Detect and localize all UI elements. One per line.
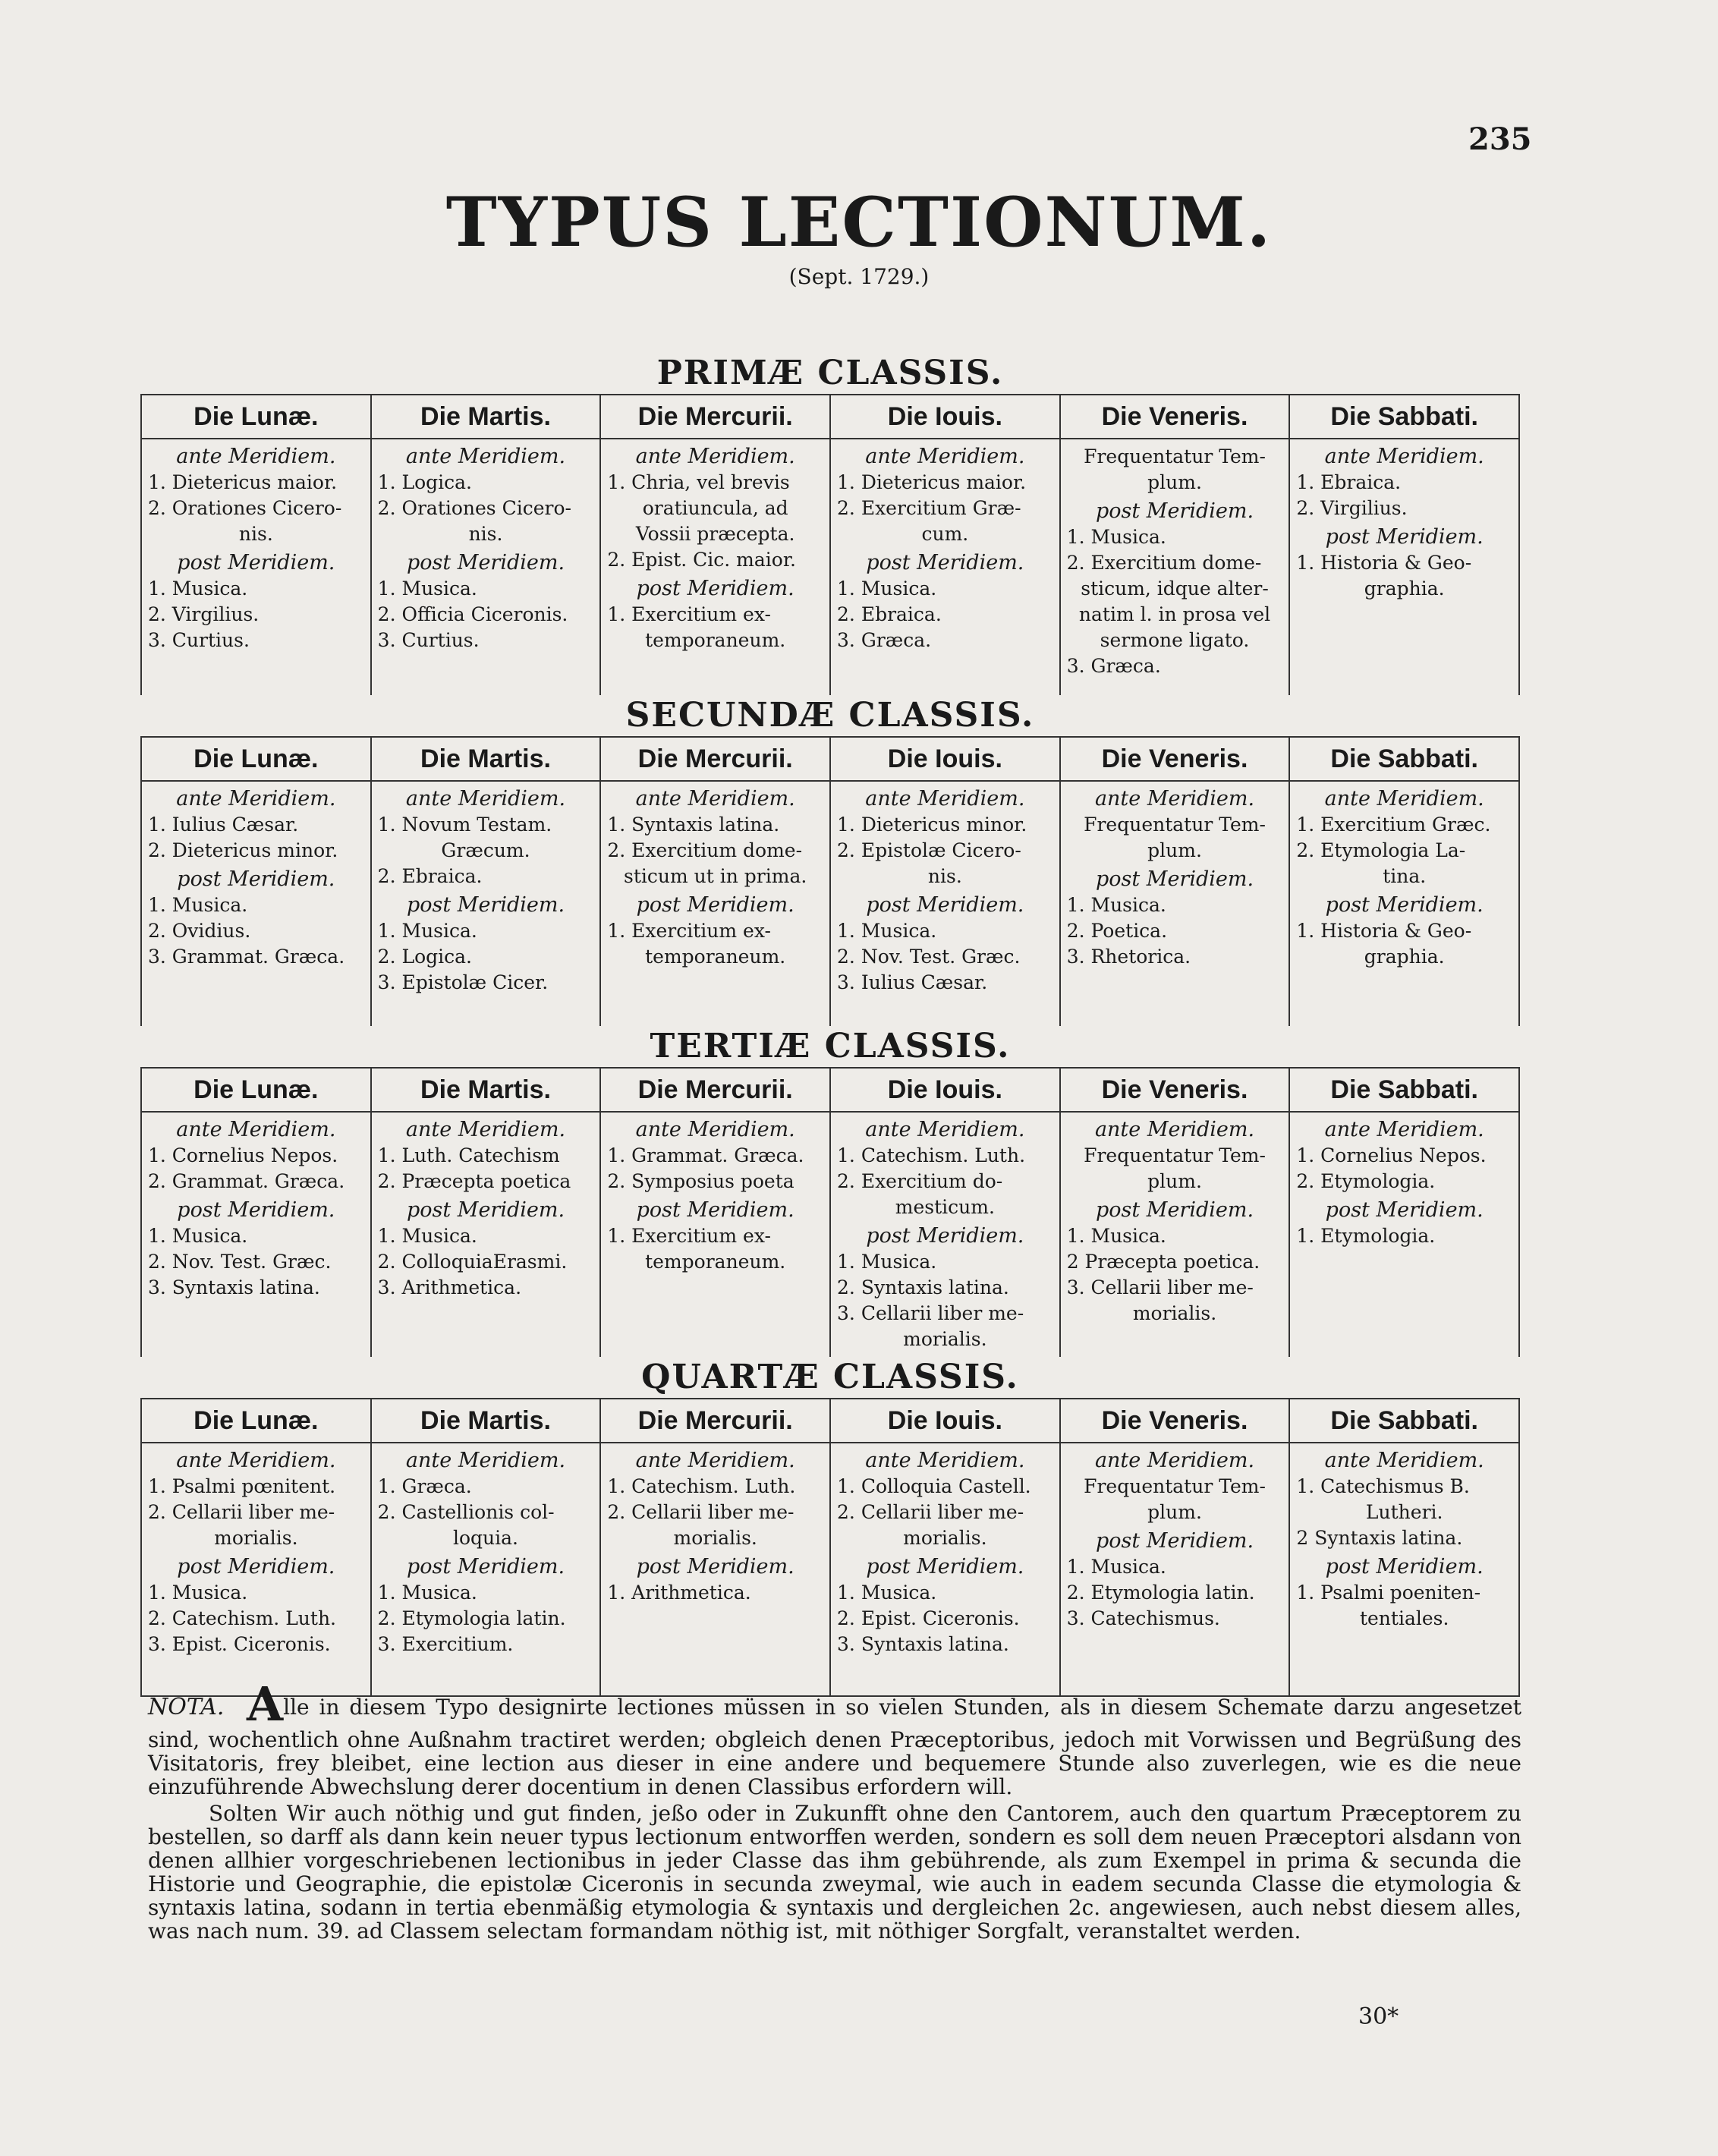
lesson-entry: 1. Cornelius Nepos. (1296, 1144, 1487, 1166)
day-name: Die Martis. (372, 1069, 600, 1113)
period-label: ante Meridiem. (1094, 1118, 1255, 1141)
day-column (1061, 395, 1291, 695)
lesson-entry: 2 Syntaxis latina. (1296, 1527, 1463, 1549)
period-label: post Meridiem. (406, 551, 565, 574)
lesson-entry: Frequentatur Tem- (1084, 814, 1266, 836)
class-heading: SECUNDÆ CLASSIS. (625, 696, 1035, 735)
lesson-entry: temporaneum. (645, 629, 786, 651)
lesson-entry: 1. Ebraica. (1296, 471, 1402, 493)
lesson-entry: 1. Musica. (377, 920, 477, 942)
period-label: post Meridiem. (177, 1555, 335, 1578)
lesson-entry: morialis. (214, 1527, 298, 1549)
class-table (140, 736, 1520, 1026)
lesson-entry: 3. Epist. Ciceronis. (148, 1633, 331, 1655)
lesson-entry: 2. Exercitium dome- (1066, 552, 1262, 574)
lesson-entry: 3. Grammat. Græca. (148, 946, 345, 968)
day-column (1290, 395, 1518, 695)
day-name: Die Iouis. (831, 395, 1059, 439)
lesson-entry: tina. (1383, 865, 1427, 887)
day-name: Die Mercurii. (601, 1399, 829, 1443)
lesson-entry: 2. Etymologia latin. (1066, 1582, 1255, 1604)
period-label: post Meridiem. (1325, 1198, 1484, 1222)
day-name: Die Sabbati. (1290, 395, 1518, 439)
period-label: post Meridiem. (866, 893, 1024, 917)
lesson-entry: 2. Epistolæ Cicero- (837, 839, 1021, 861)
day-column (1061, 738, 1291, 1026)
day-column (142, 1399, 372, 1695)
lesson-entry: 1. Grammat. Græca. (607, 1144, 804, 1166)
period-label: ante Meridiem. (635, 1118, 795, 1141)
lesson-entry: 2. ColloquiaErasmi. (377, 1251, 568, 1273)
lesson-entry: 1. Musica. (837, 920, 937, 942)
day-column (831, 738, 1061, 1026)
lesson-entry: 2. Exercitium dome- (607, 839, 803, 861)
lesson-entry: plum. (1147, 839, 1202, 861)
lesson-entry: 1. Syntaxis latina. (607, 814, 780, 836)
class-block (140, 353, 1520, 695)
period-label: post Meridiem. (406, 1198, 565, 1222)
lesson-entry: 2. Officia Ciceronis. (377, 603, 568, 625)
lesson-entry: plum. (1147, 1170, 1202, 1192)
lesson-entry: 1. Historia & Geo- (1296, 552, 1472, 574)
lesson-entry: 1. Græca. (377, 1475, 472, 1497)
day-column (601, 738, 831, 1026)
day-column (1290, 1399, 1518, 1695)
lesson-entry: 2. Orationes Cicero- (377, 497, 571, 519)
period-label: ante Meridiem. (865, 1449, 1025, 1472)
lesson-entry: temporaneum. (645, 1251, 786, 1273)
period-label: ante Meridiem. (1324, 1118, 1484, 1141)
day-column (1061, 1399, 1291, 1695)
lesson-entry: 2. Catechism. Luth. (148, 1607, 336, 1629)
lesson-entry: 1. Musica. (1066, 1556, 1166, 1578)
lesson-entry: temporaneum. (645, 946, 786, 968)
day-column (372, 1399, 602, 1695)
period-label: post Meridiem. (1095, 1198, 1254, 1222)
period-label: post Meridiem. (636, 1555, 794, 1578)
lesson-entry: 2. Poetica. (1066, 920, 1168, 942)
period-label: post Meridiem. (636, 893, 794, 917)
lesson-entry: plum. (1147, 471, 1202, 493)
lesson-entry: 3. Syntaxis latina. (148, 1276, 320, 1298)
day-column (601, 1399, 831, 1695)
lesson-entry: 2. Ebraica. (837, 603, 942, 625)
period-label: ante Meridiem. (176, 787, 336, 810)
lesson-entry: 1. Logica. (377, 471, 472, 493)
lesson-entry: 1. Musica. (837, 1251, 937, 1273)
lesson-entry: Græcum. (441, 839, 530, 861)
period-label: post Meridiem. (1325, 525, 1484, 549)
period-label: post Meridiem. (406, 893, 565, 917)
lesson-entry: nis. (238, 523, 273, 545)
lesson-entry: Frequentatur Tem- (1084, 1475, 1266, 1497)
lesson-entry: Vossii præcepta. (635, 523, 795, 545)
lesson-entry: 2. Exercitium Græ- (837, 497, 1021, 519)
day-name: Die Lunæ. (142, 1069, 370, 1113)
lesson-entry: 2. Cellarii liber me- (837, 1501, 1024, 1523)
lesson-entry: 2. Præcepta poetica (377, 1170, 571, 1192)
class-heading: PRIMÆ CLASSIS. (656, 354, 1004, 392)
lesson-entry: 1. Musica. (148, 578, 248, 600)
lesson-entry: morialis. (673, 1527, 757, 1549)
lesson-entry: sticum ut in prima. (624, 865, 807, 887)
lesson-entry: 3. Curtius. (377, 629, 480, 651)
day-column (1290, 738, 1518, 1026)
lesson-entry: 1. Musica. (837, 578, 937, 600)
day-column (142, 1069, 372, 1357)
lesson-entry: 3. Græca. (837, 629, 932, 651)
lesson-entry: 1. Exercitium ex- (607, 603, 771, 625)
lesson-entry: 1. Exercitium ex- (607, 1225, 771, 1247)
period-label: post Meridiem. (1095, 867, 1254, 891)
lesson-entry: sticum, idque alter- (1081, 578, 1269, 600)
lesson-entry: 1. Catechism. Luth. (607, 1475, 796, 1497)
period-label: post Meridiem. (866, 1224, 1024, 1248)
lesson-entry: 1. Dietericus maior. (837, 471, 1027, 493)
lesson-entry: 2. Dietericus minor. (148, 839, 338, 861)
lesson-entry: nis. (468, 523, 503, 545)
lesson-entry: 1. Novum Testam. (377, 814, 552, 836)
lesson-entry: 2. Syntaxis latina. (837, 1276, 1009, 1298)
lesson-entry: 1. Musica. (377, 578, 477, 600)
lesson-entry: 1. Musica. (1066, 1225, 1166, 1247)
lesson-entry: 1. Psalmi pœnitent. (148, 1475, 336, 1497)
lesson-entry: mesticum. (895, 1196, 995, 1218)
lesson-entry: 3. Iulius Cæsar. (837, 971, 988, 993)
lesson-entry: 2. Grammat. Græca. (148, 1170, 345, 1192)
day-name: Die Mercurii. (601, 738, 829, 782)
lesson-entry: 3. Cellarii liber me- (837, 1302, 1024, 1324)
lesson-entry: 2. Cellarii liber me- (607, 1501, 794, 1523)
period-label: post Meridiem. (177, 1198, 335, 1222)
lesson-entry: 3. Curtius. (148, 629, 250, 651)
class-table (140, 394, 1520, 695)
lesson-entry: 2. Logica. (377, 946, 472, 968)
day-name: Die Iouis. (831, 738, 1059, 782)
lesson-entry: 2. Symposius poeta (607, 1170, 794, 1192)
lesson-entry: 1. Exercitium Græc. (1296, 814, 1491, 836)
day-name: Die Sabbati. (1290, 738, 1518, 782)
class-heading: TERTIÆ CLASSIS. (650, 1027, 1011, 1065)
lesson-entry: 2. Epist. Cic. maior. (607, 549, 796, 571)
lesson-entry: 2. Exercitium do- (837, 1170, 1003, 1192)
class-block (140, 1026, 1520, 1357)
day-name: Die Sabbati. (1290, 1399, 1518, 1443)
lesson-entry: 1. Musica. (148, 1582, 248, 1604)
period-label: ante Meridiem. (635, 445, 795, 468)
day-name: Die Lunæ. (142, 395, 370, 439)
lesson-entry: plum. (1147, 1501, 1202, 1523)
lesson-entry: 1. Musica. (1066, 526, 1166, 548)
period-label: ante Meridiem. (1324, 445, 1484, 468)
lesson-entry: 2. Virgilius. (148, 603, 260, 625)
lesson-entry: 1. Luth. Catechism (377, 1144, 560, 1166)
period-label: ante Meridiem. (405, 787, 566, 810)
period-label: post Meridiem. (1325, 893, 1484, 917)
day-column (1290, 1069, 1518, 1357)
day-column (831, 395, 1061, 695)
day-column (1061, 1069, 1291, 1357)
lesson-entry: 3. Exercitium. (377, 1633, 514, 1655)
lesson-entry: 2. Nov. Test. Græc. (148, 1251, 332, 1273)
day-name: Die Mercurii. (601, 395, 829, 439)
lesson-entry: 1. Exercitium ex- (607, 920, 771, 942)
day-column (831, 1069, 1061, 1357)
lesson-entry: natim l. in prosa vel (1078, 603, 1271, 625)
lesson-entry: Lutheri. (1365, 1501, 1443, 1523)
period-label: post Meridiem. (177, 551, 335, 574)
period-label: ante Meridiem. (1094, 1449, 1255, 1472)
nota-text-1: lle in diesem Typo designirte lectiones müssen in so vielen Stunden, als in diesem Schemate darzu angesetzet sind, wochentlich ohne Außnahm tractiret werden; obgleich denen Præceptoribus, jedoch mit Vorwissen und Begrüßung des Visitatoris, frey bleibet, eine lection aus dieser in eine andere und bequemere Stunde also zuverlegen, wie es die neue einzuführende Abwechslung derer docentium in denen Classibus erfordern will. (148, 1695, 1521, 1799)
lesson-entry: sermone ligato. (1100, 629, 1250, 651)
lesson-entry: 3. Syntaxis latina. (837, 1633, 1009, 1655)
day-name: Die Sabbati. (1290, 1069, 1518, 1113)
period-label: ante Meridiem. (1324, 1449, 1484, 1472)
period-label: ante Meridiem. (405, 445, 566, 468)
day-name: Die Iouis. (831, 1069, 1059, 1113)
lesson-entry: tentiales. (1359, 1607, 1449, 1629)
lesson-entry: 3. Rhetorica. (1066, 946, 1191, 968)
class-block (140, 695, 1520, 1026)
period-label: post Meridiem. (406, 1555, 565, 1578)
lesson-entry: 1. Etymologia. (1296, 1225, 1436, 1247)
period-label: ante Meridiem. (176, 445, 336, 468)
nota-section (148, 1676, 1521, 1946)
lesson-entry: graphia. (1364, 946, 1445, 968)
day-name: Die Mercurii. (601, 1069, 829, 1113)
nota-label: NOTA. (148, 1694, 225, 1720)
period-label: post Meridiem. (1095, 499, 1254, 523)
lesson-entry: Frequentatur Tem- (1084, 1144, 1266, 1166)
lesson-entry: 1. Historia & Geo- (1296, 920, 1472, 942)
period-label: ante Meridiem. (1094, 787, 1255, 810)
period-label: ante Meridiem. (1324, 787, 1484, 810)
lesson-entry: 1. Dietericus maior. (148, 471, 338, 493)
period-label: post Meridiem. (636, 577, 794, 600)
lesson-entry: 2. Epist. Ciceronis. (837, 1607, 1020, 1629)
period-label: ante Meridiem. (176, 1118, 336, 1141)
period-label: ante Meridiem. (865, 787, 1025, 810)
page-number: 235 (1468, 121, 1532, 157)
lesson-entry: 2. Etymologia latin. (377, 1607, 566, 1629)
lesson-entry: 1. Musica. (1066, 894, 1166, 916)
day-name: Die Iouis. (831, 1399, 1059, 1443)
lesson-entry: 3. Catechismus. (1066, 1607, 1220, 1629)
lesson-entry: 1. Arithmetica. (607, 1582, 751, 1604)
lesson-entry: 3. Cellarii liber me- (1066, 1276, 1254, 1298)
class-block (140, 1357, 1520, 1697)
lesson-entry: 3. Græca. (1066, 655, 1161, 677)
day-name: Die Veneris. (1061, 1399, 1289, 1443)
lesson-entry: 2. Etymologia. (1296, 1170, 1436, 1192)
lesson-entry: morialis. (903, 1527, 987, 1549)
period-label: post Meridiem. (1095, 1529, 1254, 1553)
nota-dropcap: A (247, 1676, 284, 1732)
lesson-entry: 2. Nov. Test. Græc. (837, 946, 1021, 968)
nota-paragraph-1 (148, 1676, 1521, 1799)
lesson-entry: nis. (927, 865, 962, 887)
lesson-entry: oratiuncula, ad (642, 497, 788, 519)
day-name: Die Veneris. (1061, 1069, 1289, 1113)
page-subtitle: (Sept. 1729.) (788, 264, 930, 289)
day-column (372, 738, 602, 1026)
day-column (831, 1399, 1061, 1695)
day-name: Die Veneris. (1061, 395, 1289, 439)
lesson-entry: 1. Musica. (148, 1225, 248, 1247)
lesson-entry: morialis. (1132, 1302, 1217, 1324)
lesson-entry: 3. Epistolæ Cicer. (377, 971, 549, 993)
day-name: Die Lunæ. (142, 1399, 370, 1443)
period-label: post Meridiem. (177, 867, 335, 891)
lesson-entry: 1. Iulius Cæsar. (148, 814, 299, 836)
period-label: ante Meridiem. (865, 445, 1025, 468)
lesson-entry: 1. Psalmi poeniten- (1296, 1582, 1481, 1604)
day-name: Die Martis. (372, 395, 600, 439)
lesson-entry: 2. Castellionis col- (377, 1501, 555, 1523)
class-table (140, 1398, 1520, 1697)
lesson-entry: 1. Catechism. Luth. (837, 1144, 1026, 1166)
lesson-entry: 2 Præcepta poetica. (1066, 1251, 1260, 1273)
lesson-entry: 1. Dietericus minor. (837, 814, 1027, 836)
period-label: post Meridiem. (866, 551, 1024, 574)
day-column (142, 738, 372, 1026)
lesson-entry: 2. Virgilius. (1296, 497, 1408, 519)
period-label: ante Meridiem. (635, 1449, 795, 1472)
lesson-entry: Frequentatur Tem- (1084, 445, 1266, 467)
day-name: Die Martis. (372, 738, 600, 782)
lesson-entry: 1. Musica. (148, 894, 248, 916)
period-label: post Meridiem. (636, 1198, 794, 1222)
lesson-entry: morialis. (903, 1328, 987, 1350)
period-label: ante Meridiem. (405, 1449, 566, 1472)
lesson-entry: 1. Musica. (377, 1225, 477, 1247)
lesson-entry: graphia. (1364, 578, 1445, 600)
lesson-entry: 1. Colloquia Castell. (837, 1475, 1031, 1497)
lesson-entry: 3. Arithmetica. (377, 1276, 522, 1298)
period-label: ante Meridiem. (865, 1118, 1025, 1141)
day-column (142, 395, 372, 695)
period-label: ante Meridiem. (635, 787, 795, 810)
period-label: post Meridiem. (866, 1555, 1024, 1578)
day-column (372, 1069, 602, 1357)
lesson-entry: loquia. (453, 1527, 518, 1549)
signature-mark: 30* (1358, 2003, 1399, 2030)
lesson-entry: cum. (921, 523, 969, 545)
page-title: TYPUS LECTIONUM. (445, 182, 1273, 263)
day-column (601, 1069, 831, 1357)
period-label: ante Meridiem. (176, 1449, 336, 1472)
lesson-schedule (140, 353, 1520, 1697)
day-column (601, 395, 831, 695)
day-name: Die Lunæ. (142, 738, 370, 782)
lesson-entry: 1. Cornelius Nepos. (148, 1144, 338, 1166)
day-name: Die Martis. (372, 1399, 600, 1443)
lesson-entry: 1. Catechismus B. (1296, 1475, 1470, 1497)
lesson-entry: 2. Orationes Cicero- (148, 497, 342, 519)
lesson-entry: 2. Etymologia La- (1296, 839, 1466, 861)
lesson-entry: 2. Ovidius. (148, 920, 251, 942)
lesson-entry: 1. Musica. (837, 1582, 937, 1604)
lesson-entry: 1. Chria, vel brevis (607, 471, 790, 493)
nota-paragraph-2: Solten Wir auch nöthig und gut finden, jeßo oder in Zukunfft ohne den Cantorem, auch den quartum Præceptorem zu bestellen, so darff als dann kein neuer typus lectionum entworffen werden, sondern es soll dem neuen Præceptori alsdann von denen allhier vorgeschriebenen lectionibus in jeder Classe das ihm gebührende, als zum Exempel in prima & secunda die Historie und Geographie, die epistolæ Ciceronis in secunda zweymal, wie auch in eadem secunda Classe die etymologia & syntaxis latina, sodann in tertia ebenmäßig etymologia & syntaxis und dergleichen 2c. angewiesen, auch nebst diesem alles, was nach num. 39. ad Classem selectam formandam nöthig ist, mit nöthiger Sorgfalt, veranstaltet werden. (148, 1801, 1521, 1944)
lesson-entry: 2. Ebraica. (377, 865, 483, 887)
day-column (372, 395, 602, 695)
day-name: Die Veneris. (1061, 738, 1289, 782)
period-label: ante Meridiem. (405, 1118, 566, 1141)
class-table (140, 1067, 1520, 1357)
period-label: post Meridiem. (1325, 1555, 1484, 1578)
class-heading: QUARTÆ CLASSIS. (641, 1358, 1019, 1396)
lesson-entry: 2. Cellarii liber me- (148, 1501, 335, 1523)
lesson-entry: 1. Musica. (377, 1582, 477, 1604)
